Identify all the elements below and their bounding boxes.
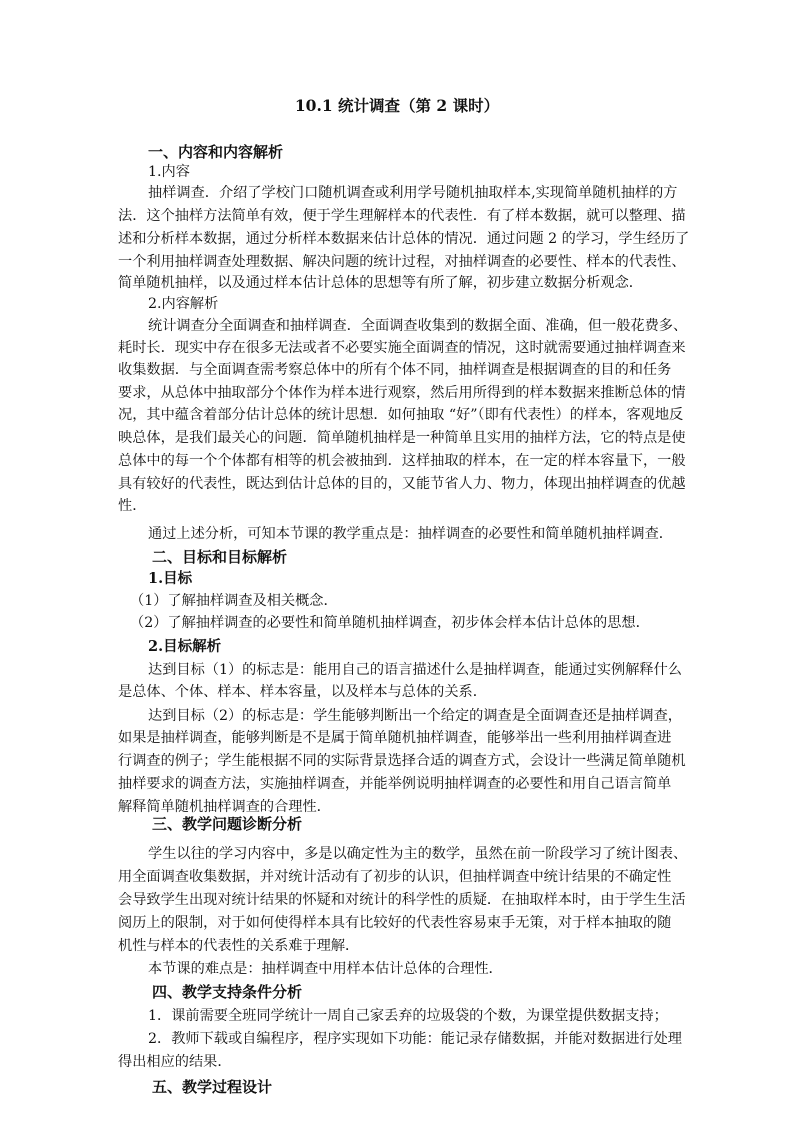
paragraph-line: 法．这个抽样方法简单有效，便于学生理解样本的代表性．有了样本数据，就可以整理、描 <box>118 208 686 224</box>
subsection-heading: 2.内容解析 <box>148 296 219 312</box>
paragraph-line: 况，其中蕴含着部分估计总体的统计思想．如何抽取 “好”（即有代表性）的样本，客观地反 <box>118 407 684 423</box>
list-item: （2）了解抽样调查的必要性和简单随机抽样调查，初步体会样本估计总体的思想． <box>130 615 650 631</box>
section-heading-2: 二、目标和目标解析 <box>152 548 288 566</box>
list-item: （1）了解抽样调查及相关概念． <box>130 593 338 609</box>
paragraph-line: 述和分析样本数据，通过分析样本数据来估计总体的情况．通过问题 2 的学习，学生经历了 <box>118 231 690 247</box>
paragraph-line: 得出相应的结果． <box>118 1054 232 1070</box>
paragraph-line: 具有较好的代表性，既达到估计总体的目的，又能节省人力、物力，体现出抽样调查的优越 <box>118 476 686 492</box>
paragraph-line: 收集数据．与全面调查需考察总体中的所有个体不同，抽样调查是根据调查的目的和任务 <box>118 362 672 378</box>
paragraph-line: 映总体，是我们最关心的问题．简单随机抽样是一种简单且实用的抽样方法，它的特点是使 <box>118 430 686 446</box>
list-item: 2．教师下载或自编程序，程序实现如下功能：能记录存储数据，并能对数据进行处理 <box>148 1031 682 1047</box>
section-heading-1: 一、内容和内容解析 <box>148 143 284 161</box>
paragraph-line: 解释简单随机抽样调查的合理性． <box>118 799 331 815</box>
subsection-heading: 2.目标解析 <box>148 638 222 655</box>
paragraph-line: 达到目标（1）的标志是：能用自己的语言描述什么是抽样调查，能通过实例解释什么 <box>148 662 682 678</box>
section-heading-4: 四、教学支持条件分析 <box>152 983 303 1001</box>
paragraph-line: 通过上述分析，可知本节课的教学重点是：抽样调查的必要性和简单随机抽样调查． <box>148 526 673 542</box>
paragraph-line: 学生以往的学习内容中，多是以确定性为主的数学，虽然在前一阶段学习了统计图表、 <box>148 846 688 862</box>
paragraph-line: 抽样调查．介绍了学校门口随机调查或利用学号随机抽取样本,实现简单随机抽样的方 <box>148 185 678 201</box>
paragraph-line: 用全面调查收集数据，并对统计活动有了初步的认识，但抽样调查中统计结果的不确定性 <box>118 869 672 885</box>
paragraph-line: 性． <box>118 498 147 514</box>
paragraph-line: 如果是抽样调查，能够判断是不是属于简单随机抽样调查，能够举出一些利用抽样调查进 <box>118 730 672 746</box>
paragraph-line: 阅历上的限制，对于如何使得样本具有比较好的代表性容易束手无策，对于样本抽取的随 <box>118 915 672 931</box>
subsection-heading: 1.目标 <box>148 570 193 587</box>
paragraph-line: 达到目标（2）的标志是：学生能够判断出一个给定的调查是全面调查还是抽样调查， <box>148 708 682 724</box>
paragraph-line: 会导致学生出现对统计结果的怀疑和对统计的科学性的质疑．在抽取样本时，由于学生生活 <box>118 892 686 908</box>
document-title: 10.1 统计调查（第 2 课时） <box>294 96 500 115</box>
paragraph-line: 抽样要求的调查方法，实施抽样调查，并能举例说明抽样调查的必要性和用自己语言简单 <box>118 776 672 792</box>
paragraph-line: 一个利用抽样调查处理数据、解决问题的统计过程，对抽样调查的必要性、样本的代表性、 <box>118 254 686 270</box>
paragraph-line: 总体中的每一个个体都有相等的机会被抽到．这样抽取的样本，在一定的样本容量下，一般 <box>118 453 686 469</box>
paragraph-line: 简单随机抽样，以及通过样本估计总体的思想等有所了解，初步建立数据分析观念． <box>118 275 643 291</box>
paragraph-line: 本节课的难点是：抽样调查中用样本估计总体的合理性． <box>148 961 503 977</box>
paragraph-line: 统计调查分全面调查和抽样调查．全面调查收集到的数据全面、准确，但一般花费多、 <box>148 318 688 334</box>
list-item: 1．课前需要全班同学统计一周自己家丢弃的垃圾袋的个数，为课堂提供数据支持； <box>148 1008 668 1024</box>
subsection-heading: 1.内容 <box>148 164 190 180</box>
paragraph-line: 机性与样本的代表性的关系难于理解． <box>118 938 360 954</box>
paragraph-line: 行调查的例子；学生能根据不同的实际背景选择合适的调查方式，会设计一些满足简单随机 <box>118 753 686 769</box>
paragraph-line: 是总体、个体、样本、样本容量，以及样本与总体的关系． <box>118 684 487 700</box>
section-heading-5: 五、教学过程设计 <box>152 1078 273 1096</box>
paragraph-line: 耗时长．现实中存在很多无法或者不必要实施全面调查的情况，这时就需要通过抽样调查来 <box>118 340 686 356</box>
section-heading-3: 三、教学问题诊断分析 <box>152 815 303 833</box>
paragraph-line: 要求，从总体中抽取部分个体作为样本进行观察，然后用所得到的样本数据来推断总体的情 <box>118 385 686 401</box>
